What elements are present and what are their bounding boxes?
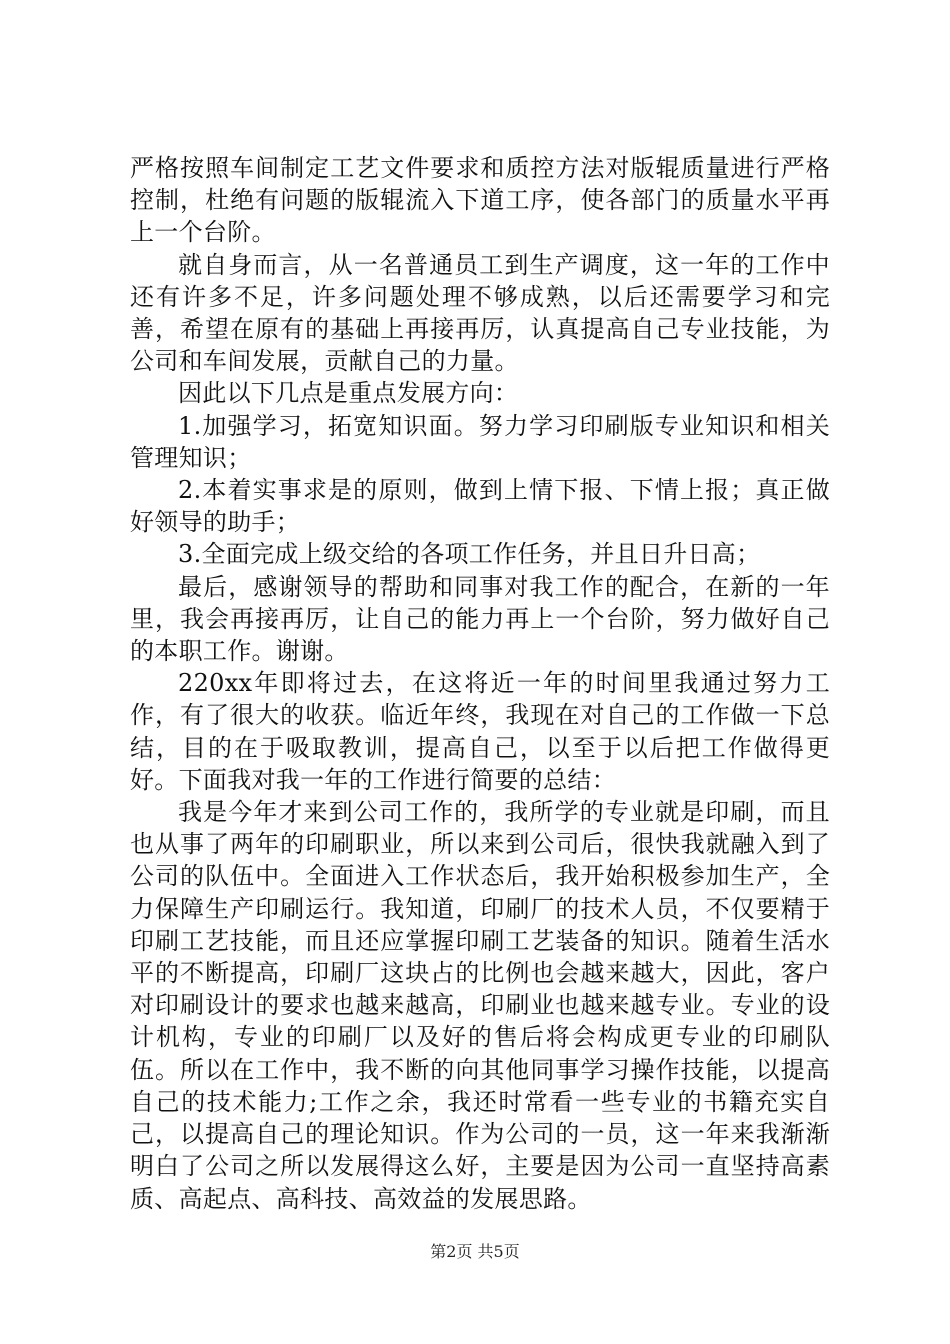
page-number-footer: 第2页 共5页 bbox=[430, 1242, 520, 1261]
list-item-2: 2.本着实事求是的原则，做到上情下报、下情上报；真正做好领导的助手； bbox=[130, 476, 830, 537]
paragraph-2: 就自身而言，从一名普通员工到生产调度，这一年的工作中还有许多不足，许多问题处理不够成熟，以后还需要学习和完善，希望在原有的基础上再接再厉，认真提高自己专业技能，为公司和车间发展，贡献自己的力量。 bbox=[130, 250, 830, 376]
document-body bbox=[130, 152, 830, 1215]
paragraph-summary-body: 我是今年才来到公司工作的，我所学的专业就是印刷，而且也从事了两年的印刷职业，所以来到公司后，很快我就融入到了公司的队伍中。全面进入工作状态后，我开始积极参加生产，全力保障生产印刷运行。我知道，印刷厂的技术人员，不仅要精于印刷工艺技能，而且还应掌握印刷工艺装备的知识。随着生活水平的不断提高，印刷厂这块占的比例也会越来越大，因此，客户对印刷设计的要求也越来越高，印刷业也越来越专业。专业的设计机构，专业的印刷厂以及好的售后将会构成更专业的印刷队伍。所以在工作中，我不断的向其他同事学习操作技能，以提高自己的技术能力;工作之余，我还时常看一些专业的书籍充实自己，以提高自己的理论知识。作为公司的一员，这一年来我渐渐明白了公司之所以发展得这么好，主要是因为公司一直坚持高素质、高起点、高科技、高效益的发展思路。 bbox=[130, 798, 830, 1213]
paragraph-1: 严格按照车间制定工艺文件要求和质控方法对版辊质量进行严格控制，杜绝有问题的版辊流入下道工序，使各部门的质量水平再上一个台阶。 bbox=[130, 154, 830, 247]
paragraph-summary-intro: 220xx年即将过去，在这将近一年的时间里我通过努力工作，有了很大的收获。临近年终，我现在对自己的工作做一下总结，目的在于吸取教训，提高自己，以至于以后把工作做得更好。下面我对我一年的工作进行简要的总结： bbox=[130, 669, 830, 794]
paragraph-3: 因此以下几点是重点发展方向： bbox=[178, 379, 519, 408]
list-item-3: 3.全面完成上级交给的各项工作任务，并且日升日高； bbox=[178, 540, 761, 569]
paragraph-closing: 最后，感谢领导的帮助和同事对我工作的配合，在新的一年里，我会再接再厉，让自己的能力再上一个台阶，努力做好自己的本职工作。谢谢。 bbox=[130, 572, 830, 666]
list-item-1: 1.加强学习，拓宽知识面。努力学习印刷版专业知识和相关管理知识； bbox=[130, 411, 830, 472]
